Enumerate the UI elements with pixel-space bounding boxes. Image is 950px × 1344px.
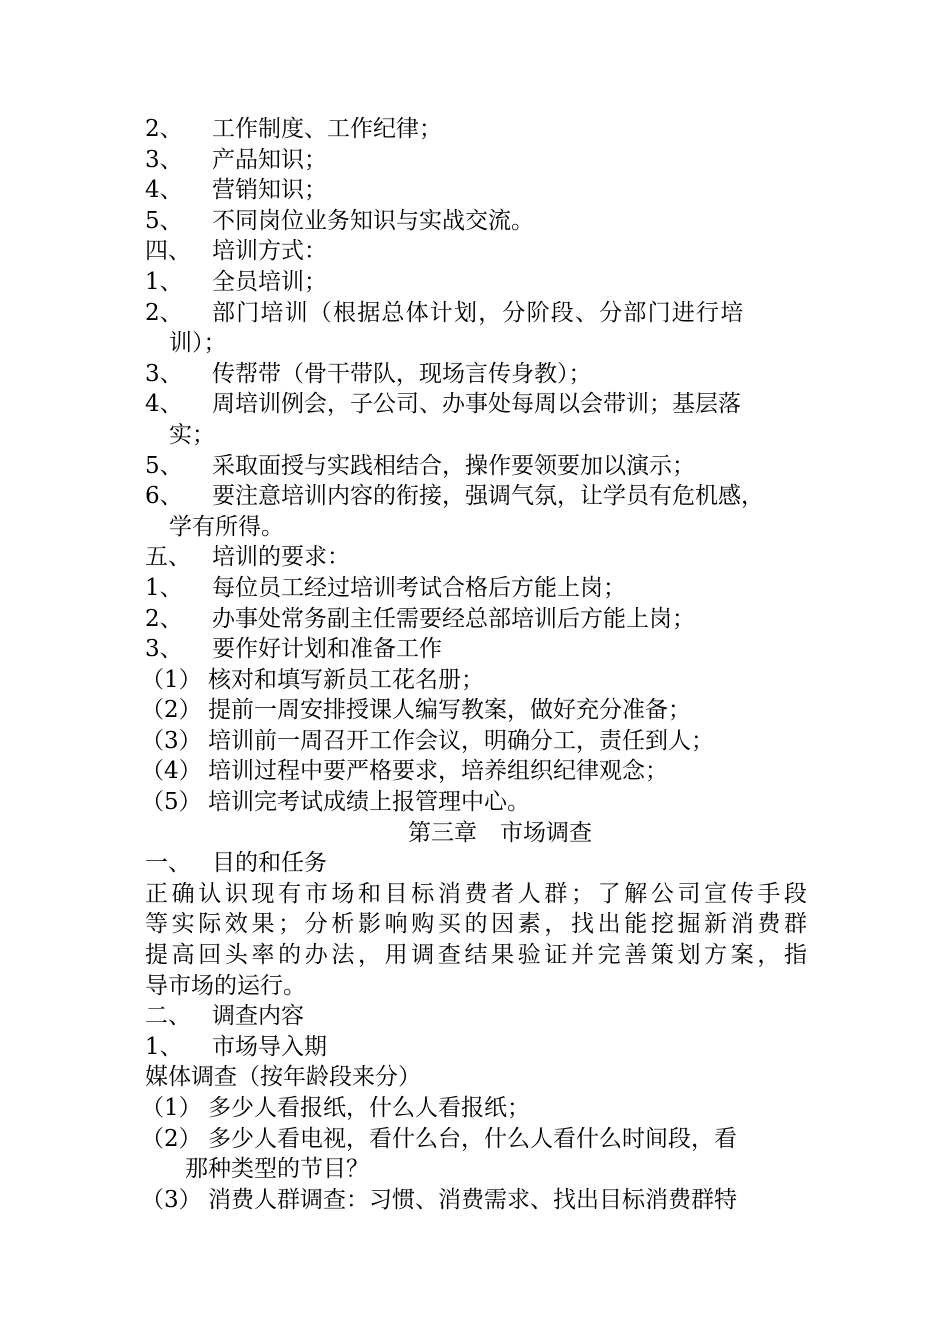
list-item-continuation: 训）；	[169, 330, 227, 357]
list-item: 2、 工作制度、工作纪律；	[145, 116, 442, 142]
list-item: 4、 周培训例会，子公司、办事处每周以会带训；基层落	[145, 391, 741, 418]
list-item: 3、 传帮带（骨干带队，现场言传身教）；	[145, 360, 592, 387]
paragraph-line: 正确认识现有市场和目标消费者人群；了解公司宣传手段	[145, 880, 807, 907]
section-heading: 一、 目的和任务	[145, 850, 327, 877]
list-item: 5、 不同岗位业务知识与实战交流。	[145, 207, 534, 234]
list-item: 4、 营销知识；	[145, 177, 327, 204]
list-item: 2、 部门培训（根据总体计划，分阶段、分部门进行培	[145, 299, 745, 326]
list-item: （1） 多少人看报纸，什么人看报纸；	[141, 1095, 530, 1121]
subsection-title: 媒体调查（按年龄段来分）	[145, 1064, 421, 1091]
list-item: （5） 培训完考试成绩上报管理中心。	[141, 789, 530, 816]
section-heading: 二、 调查内容	[145, 1003, 304, 1030]
paragraph-line: 提高回头率的办法，用调查结果验证并完善策划方案，指	[145, 942, 807, 969]
list-item: （1） 核对和填写新员工花名册；	[141, 666, 484, 693]
list-item: 1、 全员培训；	[145, 268, 327, 295]
list-item: （2） 提前一周安排授课人编写教案，做好充分准备；	[141, 697, 691, 724]
list-item: （4） 培训过程中要严格要求，培养组织纪律观念；	[141, 758, 668, 785]
chapter-heading: 第三章 市场调查	[408, 819, 592, 846]
list-item: （3） 消费人群调查：习惯、消费需求、找出目标消费群特	[141, 1186, 737, 1213]
list-item-continuation: 学有所得。	[169, 513, 284, 540]
list-item: 2、 办事处常务副主任需要经总部培训后方能上岗；	[145, 605, 695, 632]
list-item: 5、 采取面授与实践相结合，操作要领要加以演示；	[145, 452, 695, 479]
list-item: 3、 要作好计划和准备工作	[145, 636, 442, 663]
list-item-continuation: 实；	[169, 421, 215, 448]
document-page	[141, 114, 815, 1215]
list-item: 3、 产品知识；	[145, 146, 327, 173]
list-item: （2） 多少人看电视，看什么台，什么人看什么时间段，看	[141, 1125, 737, 1152]
list-item: （3） 培训前一周召开工作会议，明确分工，责任到人；	[141, 727, 714, 754]
list-item: 1、 市场导入期	[145, 1033, 327, 1060]
list-item-continuation: 那种类型的节目？	[185, 1156, 369, 1183]
paragraph-line: 导市场的运行。	[145, 972, 306, 999]
section-heading: 四、 培训方式：	[145, 238, 327, 265]
paragraph-line: 等实际效果；分析影响购买的因素，找出能挖掘新消费群	[145, 911, 807, 938]
body-paragraph	[145, 879, 815, 1001]
section-heading: 五、 培训的要求：	[145, 544, 350, 571]
list-item: 6、 要注意培训内容的衔接，强调气氛，让学员有危机感，	[145, 483, 764, 510]
list-item: 1、 每位员工经过培训考试合格后方能上岗；	[145, 574, 626, 601]
